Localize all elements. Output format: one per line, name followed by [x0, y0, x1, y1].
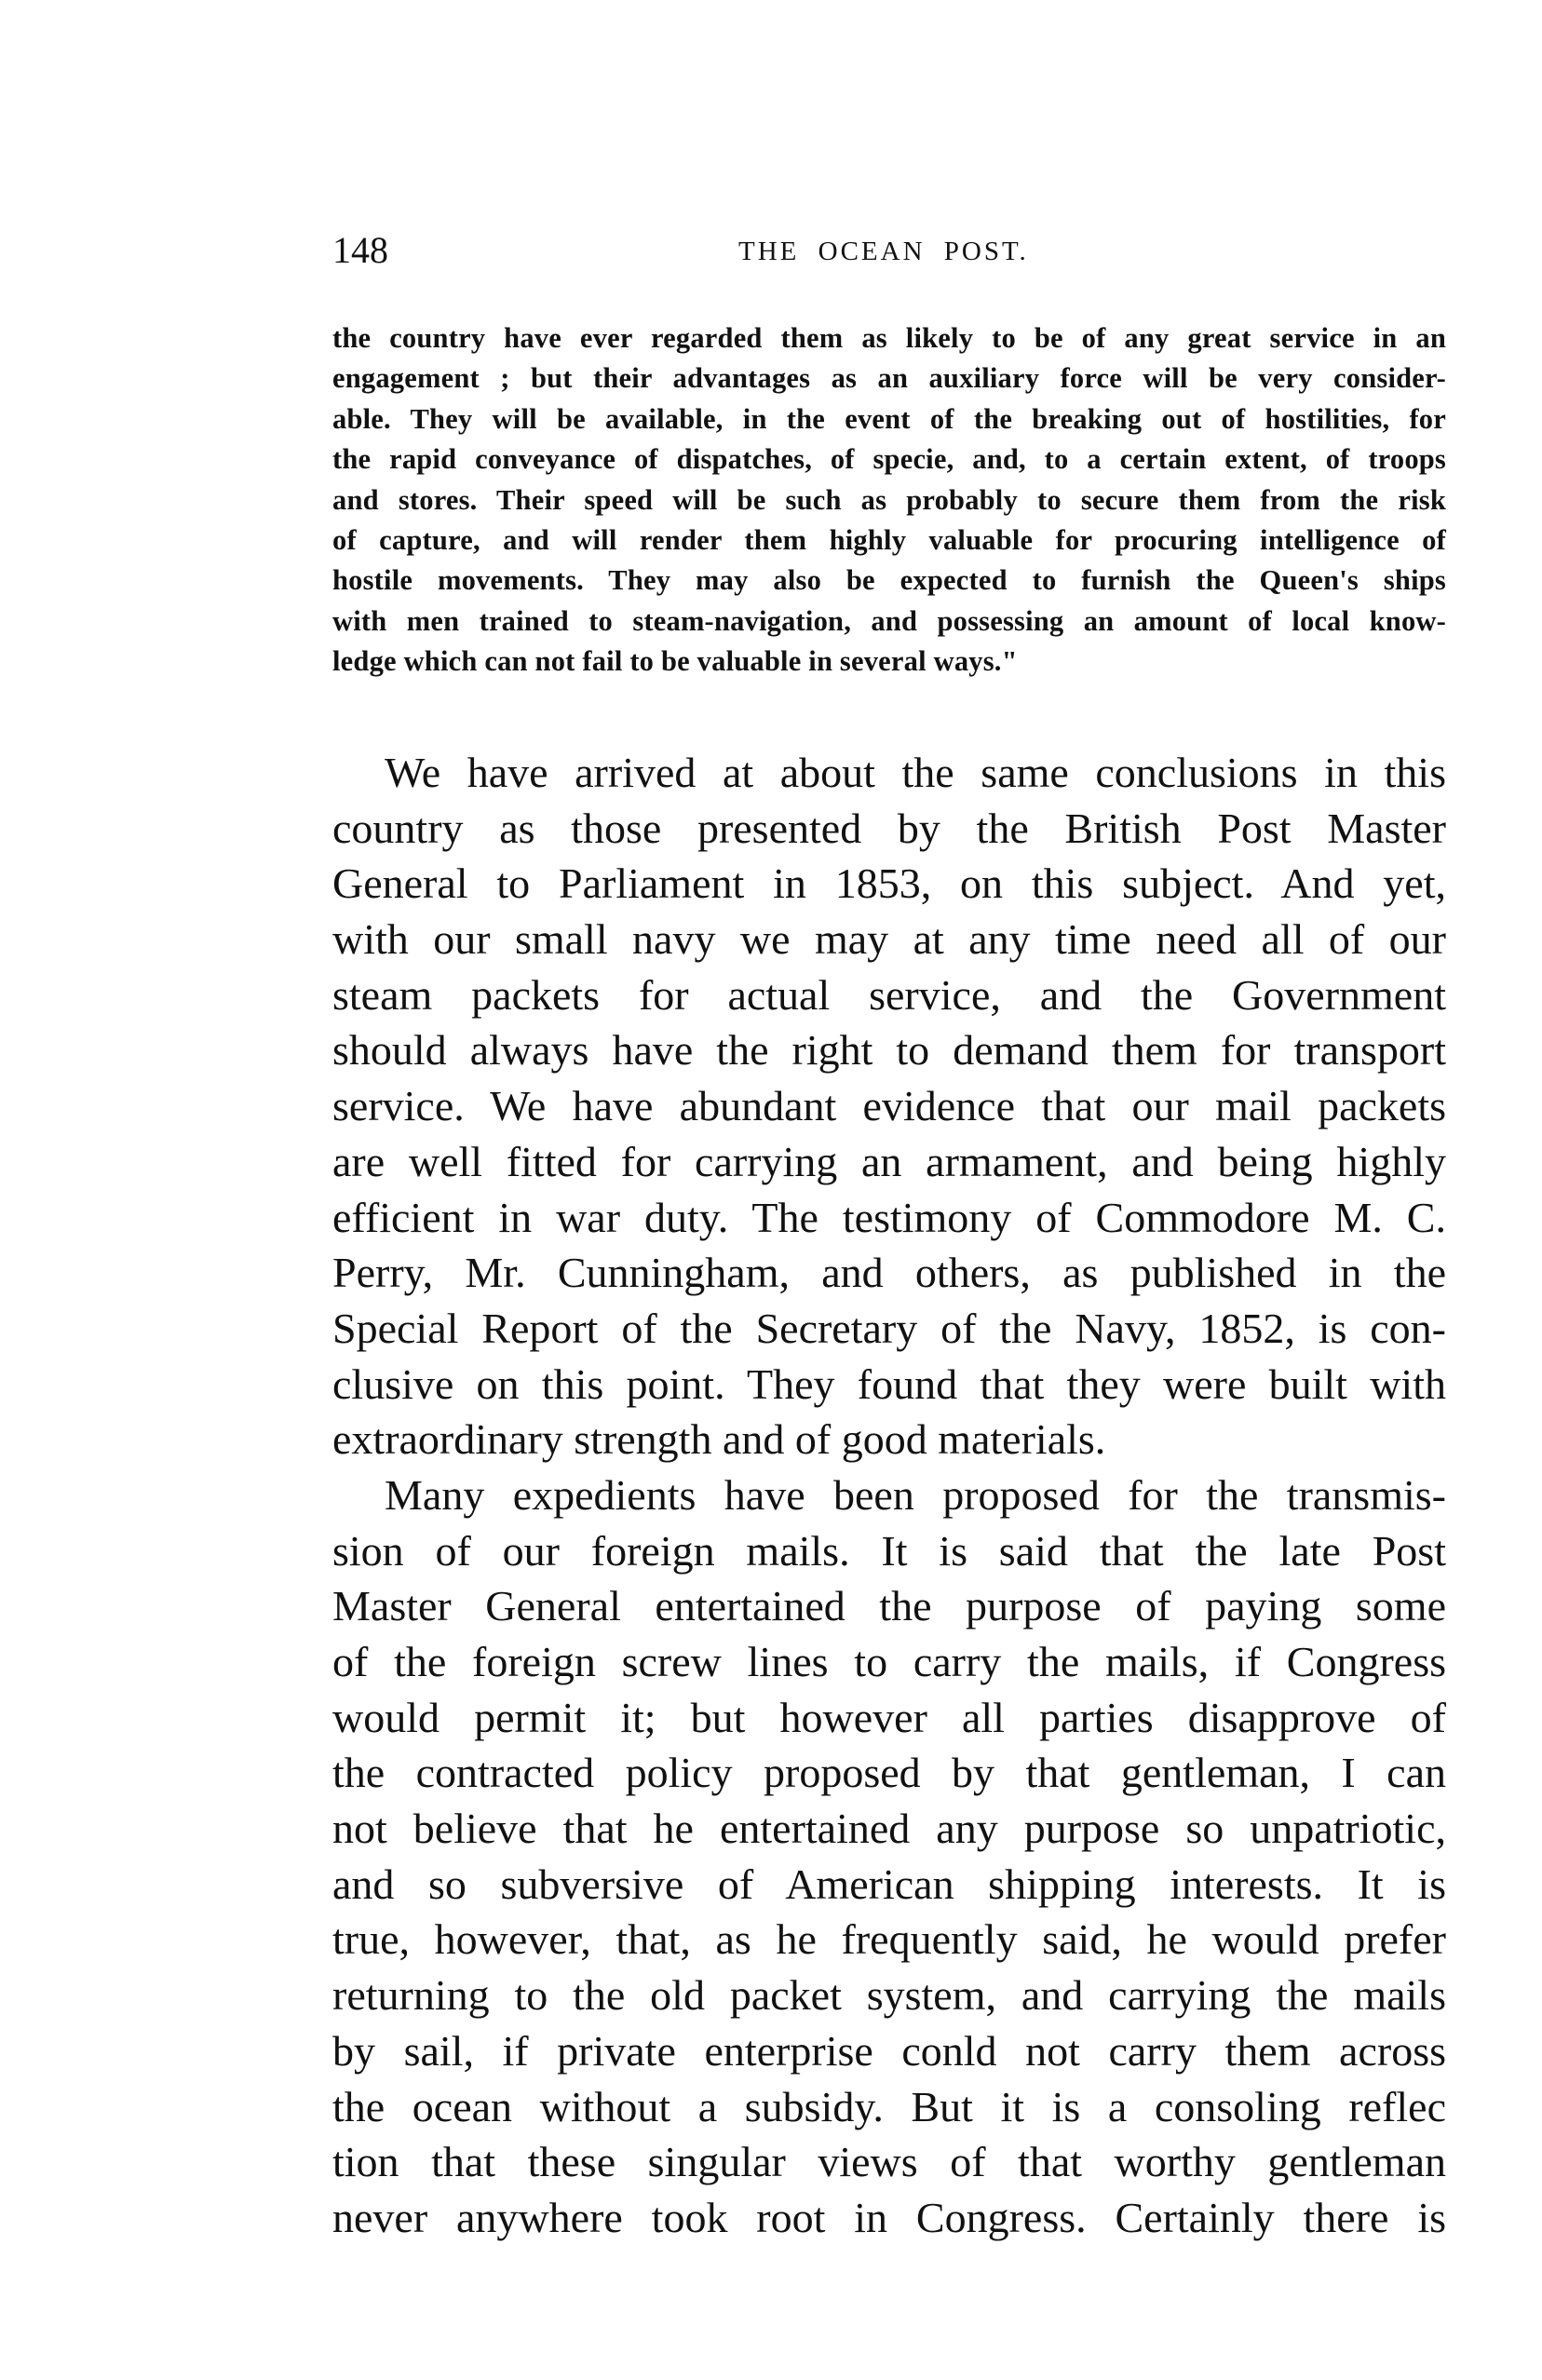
- body-line: not believe that he entertained any purpose so unpatriotic,: [332, 1805, 1446, 1853]
- quote-line: of capture, and will render them highly valuable for procuring intelligence of: [332, 523, 1446, 556]
- body-line: returning to the old packet system, and carrying the mails: [332, 1971, 1446, 2020]
- body-line: clusive on this point. They found that they were built with: [332, 1359, 1446, 1408]
- quote-line: with men trained to steam-navigation, and possessing an amount of local know-: [332, 604, 1446, 637]
- paragraph: [332, 745, 1446, 1467]
- body-line: would permit it; but however all parties disapprove of: [332, 1693, 1446, 1741]
- quote-line: the country have ever regarded them as likely to be of any great service in an: [332, 322, 1446, 354]
- body-line: should always have the right to demand them for transport: [332, 1026, 1446, 1075]
- body-line: General to Parliament in 1853, on this subject. And yet,: [332, 859, 1446, 908]
- quote-line: hostile movements. They may also be expected to furnish the Queen's ships: [332, 564, 1446, 597]
- body-line: Perry, Mr. Cunningham, and others, as published in the: [332, 1249, 1446, 1297]
- body-line: of the foreign screw lines to carry the mails, if Congress: [332, 1638, 1446, 1685]
- body-line: the contracted policy proposed by that gentleman, I can: [332, 1749, 1446, 1797]
- body-line: never anywhere took root in Congress. Certainly there is: [332, 2193, 1446, 2241]
- body-line: are well fitted for carrying an armament, and being highly: [332, 1137, 1446, 1185]
- body-line: Master General entertained the purpose of paying some: [332, 1582, 1446, 1630]
- body-line: steam packets for actual service, and the Government: [332, 970, 1446, 1019]
- body-line: Many expedients have been proposed for the transmis-: [385, 1470, 1446, 1519]
- body-line: and so subversive of American shipping interests. It is: [332, 1859, 1446, 1908]
- body-line: by sail, if private enterprise conld not carry them across: [332, 2026, 1446, 2075]
- body-line: efficient in war duty. The testimony of Commodore M. C.: [332, 1193, 1446, 1241]
- body-text: [332, 745, 1446, 2246]
- quote-line: and stores. Their speed will be such as probably to secure them from the risk: [332, 483, 1446, 516]
- running-head: [332, 229, 1446, 272]
- paragraph: [332, 1467, 1446, 2246]
- quote-line: engagement ; but their advantages as an auxiliary force will be very consider-: [332, 362, 1446, 395]
- body-line: the ocean without a subsidy. But it is a consoling reflec: [332, 2082, 1446, 2130]
- body-line: Special Report of the Secretary of the Navy, 1852, is con-: [332, 1304, 1446, 1352]
- body-line: true, however, that, as he frequently said, he would prefer: [332, 1915, 1446, 1964]
- body-line: tion that these singular views of that worthy gentleman: [332, 2138, 1446, 2186]
- body-line: country as those presented by the British Post Master: [332, 804, 1446, 852]
- quote-line: ledge which can not fail to be valuable in several ways.": [332, 645, 1018, 678]
- body-line: sion of our foreign mails. It is said that the late Post: [332, 1526, 1446, 1575]
- quote-line: the rapid conveyance of dispatches, of specie, and, to a certain extent, of troops: [332, 443, 1446, 476]
- body-line: extraordinary strength and of good materials.: [332, 1415, 1106, 1464]
- quoted-passage: [332, 318, 1446, 683]
- running-title: THE OCEAN POST.: [738, 237, 1029, 266]
- body-line: service. We have abundant evidence that our mail packets: [332, 1082, 1446, 1130]
- quote-line: able. They will be available, in the event of the breaking out of hostilities, for: [332, 402, 1446, 435]
- body-line: with our small navy we may at any time need all of our: [332, 915, 1446, 964]
- page-number: 148: [332, 229, 388, 271]
- body-line: We have arrived at about the same conclusions in this: [385, 749, 1446, 796]
